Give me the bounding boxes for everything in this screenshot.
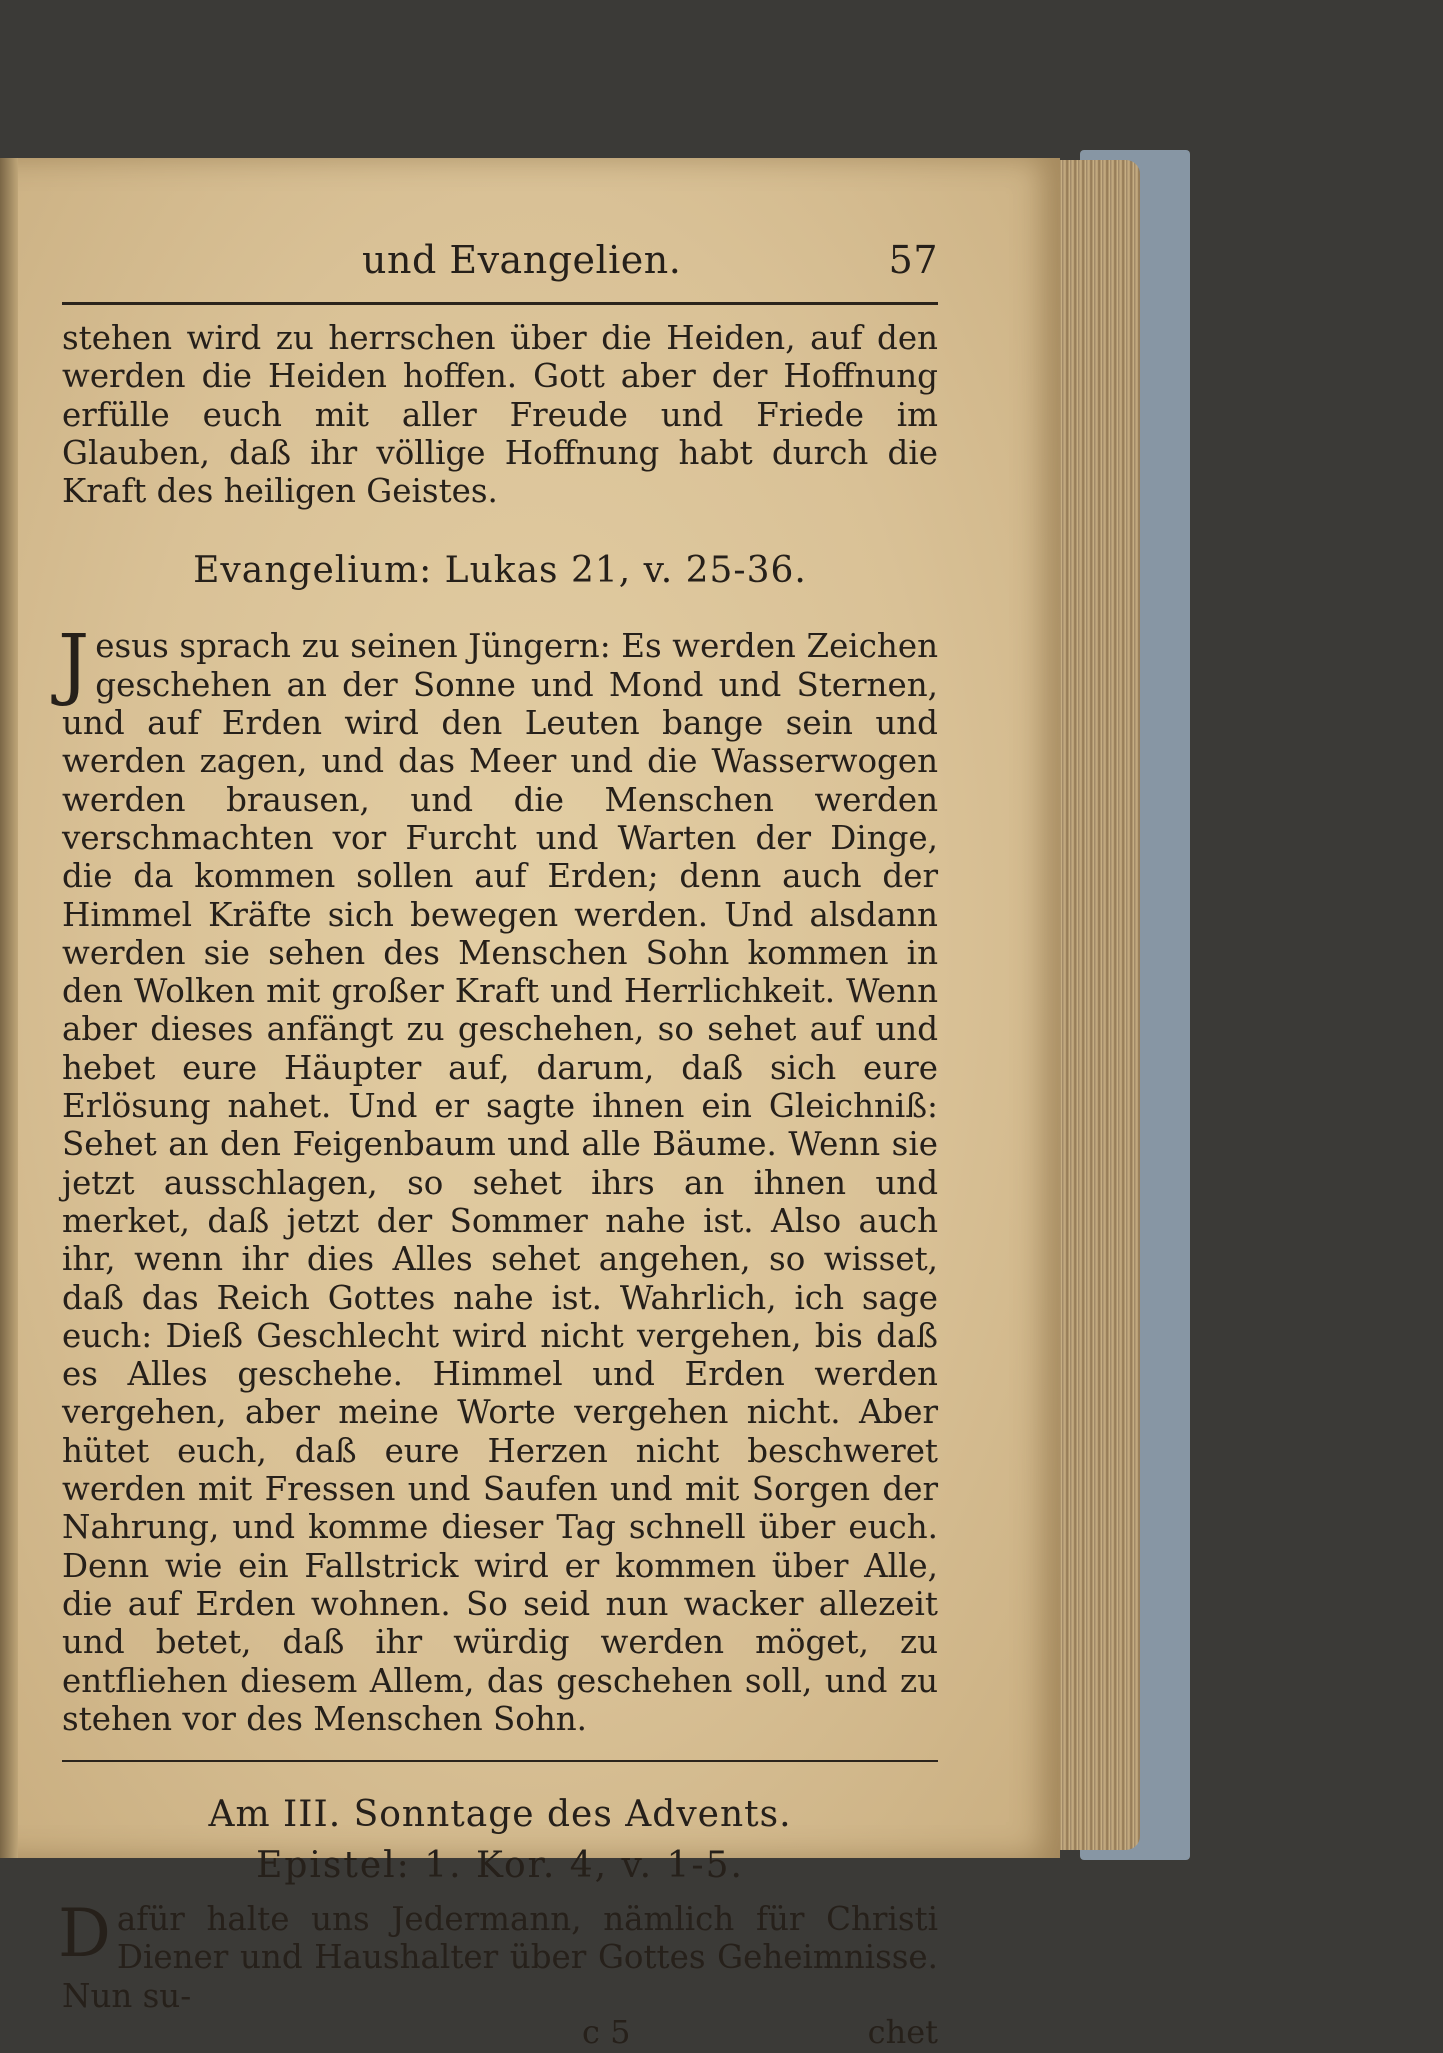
epistle-ending: stehen wird zu herrschen über die Heiden, auf den werden die Heiden hoffen. Gott aber der Hoffnung erfülle euch mit aller Freude und Friede im Glauben, daß ihr völlige Hoffnung habt durch die Kraft des heiligen Geistes. [62,319,938,511]
gospel-text [58,619,938,1738]
sunday-title: Am III. Sonntage des Advents. [208,1794,792,1836]
drop-initial: J [58,619,90,710]
signature-mark: c 5 [582,2012,631,2051]
gospel-body: esus sprach zu seinen Jüngern: Es werden Zeichen geschehen an der Sonne und Mond und Sternen, und auf Erden wird den Leuten bange sein und werden zagen, und das Meer und die Wasserwogen werden brausen, und die Menschen werden verschmachten vor Furcht und Warten der Dinge, die da kommen sollen auf Erden; denn auch der Himmel Kräfte sich bewegen werden. Und alsdann werden sie sehen des Menschen Sohn kommen in den Wolken mit großer Kraft und Herrlichkeit. Wenn aber dieses anfängt zu geschehen, so sehet auf und hebet eure Häupter auf, darum, daß sich eure Erlösung nahet. Und er sagte ihnen ein Gleichniß: Sehet an den Feigenbaum und alle Bäume. Wenn sie jetzt ausschlagen, so sehet ihrs an ihnen und merket, daß jetzt der Sommer nahe ist. Also auch ihr, wenn ihr dies Alles sehet angehen, so wisset, daß das Reich Gottes nahe ist. Wahrlich, ich sage euch: Dieß Geschlecht wird nicht vergehen, bis daß es Alles geschehe. Himmel und Erden werden vergehen, aber meine Worte vergehen nicht. Aber hütet euch, daß eure Herzen nicht beschweret werden mit Fressen und Saufen und mit Sorgen der Nahrung, und komme dieser Tag schnell über euch. Denn wie ein Fallstrick wird er kommen über Alle, die auf Erden wohnen. So seid nun wacker allezeit und betet, daß ihr würdig werden möget, zu entfliehen diesem Allem, das geschehen soll, und zu stehen vor des Menschen Sohn. [62,627,938,1738]
running-head [62,232,938,292]
header-rule [62,302,938,305]
epistle-body: afür halte uns Jedermann, nämlich für Christi Diener und Haushalter über Gottes Geheimnisse. Nun su- [62,1900,938,2015]
page-text [58,232,938,2053]
page-number: 57 [888,238,938,282]
section-rule [62,1760,938,1762]
gospel-heading: Evangelium: Lukas 21, v. 25-36. [193,550,807,592]
page-footer [62,2013,938,2053]
drop-initial-d: D [58,1895,111,1973]
epistle-heading: Epistel: 1. Kor. 4, v. 1-5. [256,1845,744,1887]
catchword: chet [867,2012,938,2051]
epistle-start [58,1895,938,2015]
running-title: und Evangelien. [362,238,682,282]
page-gutter [0,158,18,1858]
